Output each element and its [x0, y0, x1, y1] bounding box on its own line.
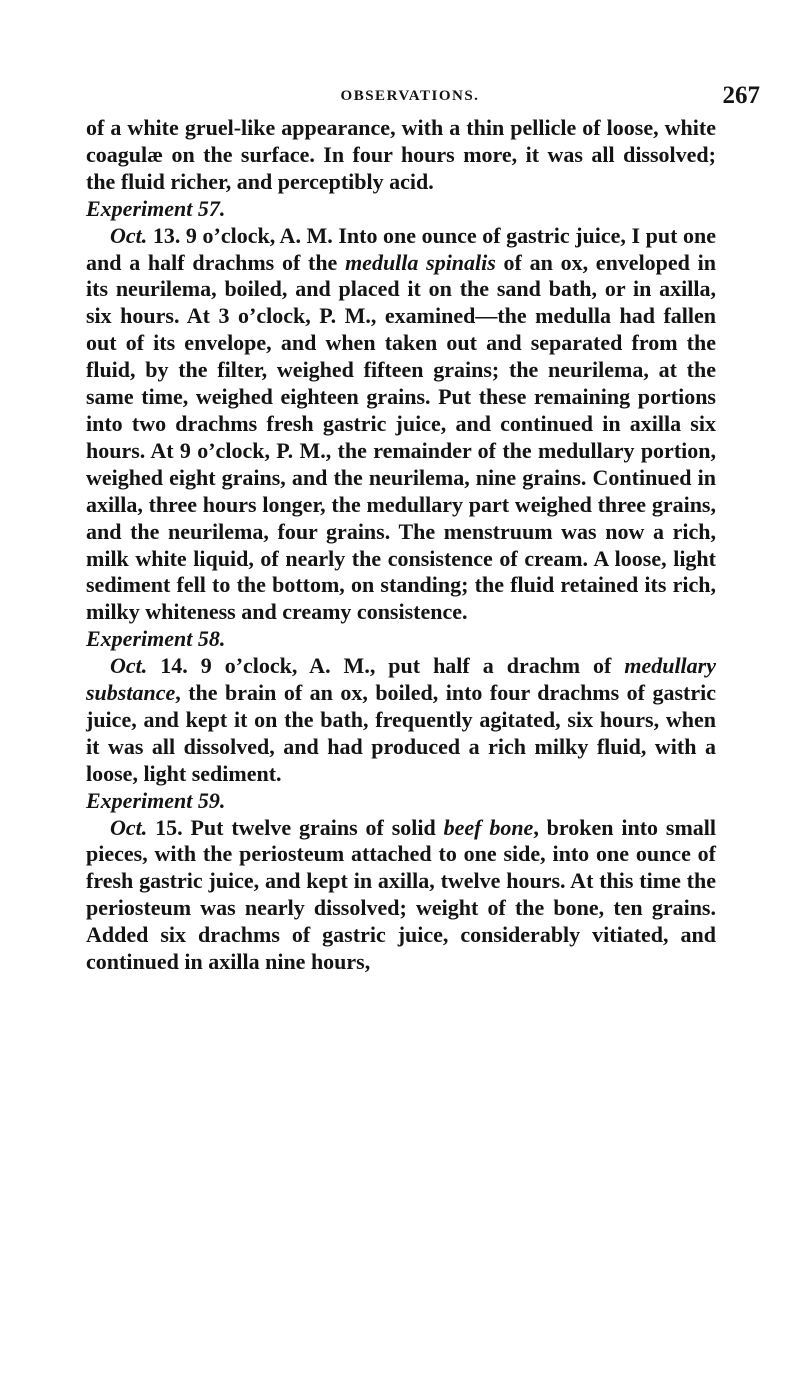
text-run: of an ox, enveloped in its neurilema, boiled, and placed it on the sand bath, or in axilla, six hours. At 3 o’clock, P. M., examined—the medulla had fallen out of its envelope, and when taken out and separated from the fluid, by the filter, weighed fifteen grains; the neurilema, at the same time, weighed eighteen grains. Put these remaining portions into two drachms fresh gastric juice, and continued in axilla six hours. At 9 o’clock, P. M., the remainder of the medullary portion, weighed eight grains, and the neurilema, nine grains. Continued in axilla, three hours longer, the medullary part weighed three grains, and the neurilema, four grains. The menstruum was now a rich, milk white liquid, of nearly the consistence of cream. A loose, light sediment fell to the bottom, on standing; the fluid retained its rich, milky whiteness and creamy consistence.: [86, 249, 716, 625]
italic-term: medulla spinalis: [345, 249, 496, 275]
page-number: 267: [722, 82, 760, 109]
date-label: Oct.: [110, 653, 148, 679]
experiment-57-heading: Experiment 57.: [86, 195, 226, 221]
experiment-59-heading: Experiment 59.: [86, 787, 226, 813]
experiment-57-paragraph: [86, 223, 716, 627]
body-text: [86, 115, 716, 976]
italic-term: medullary substance: [86, 653, 716, 706]
date-label: Oct.: [110, 222, 148, 248]
running-head: [60, 82, 760, 112]
text-run: 15. Put twelve grains of solid: [147, 814, 444, 840]
italic-term: beef bone: [443, 814, 534, 840]
experiment-58-paragraph: [86, 653, 716, 788]
experiment-58-heading: Experiment 58.: [86, 626, 226, 652]
running-title: OBSERVATIONS.: [340, 88, 480, 104]
text-run: 14. 9 o’clock, A. M., put half a drachm of: [147, 653, 625, 679]
paragraph-continued: of a white gruel-like appearance, with a thin pellicle of loose, white coagulæ on the surface. In four hours more, it was all dissolved; the fluid richer, and perceptibly acid.: [86, 115, 716, 194]
text-run: , broken into small pieces, with the periosteum attached to one side, into one ounce of fresh gastric juice, and kept in axilla, twelve hours. At this time the periosteum was nearly dissolved; weight of the bone, ten grains. Added six drachms of gastric juice, considerably vitiated, and continued in axilla nine hours,: [86, 814, 717, 975]
experiment-59-paragraph: [86, 815, 716, 976]
text-run: , the brain of an ox, boiled, into four drachms of gastric juice, and kept it on the bath, frequently agitated, six hours, when it was all dissolved, and had produced a rich milky fluid, with a loose, light sediment.: [86, 680, 716, 786]
text-run: 13. 9 o’clock, A. M. Into one ounce of gastric juice, I put one and a half drachms of the: [86, 222, 716, 275]
date-label: Oct.: [110, 814, 148, 840]
